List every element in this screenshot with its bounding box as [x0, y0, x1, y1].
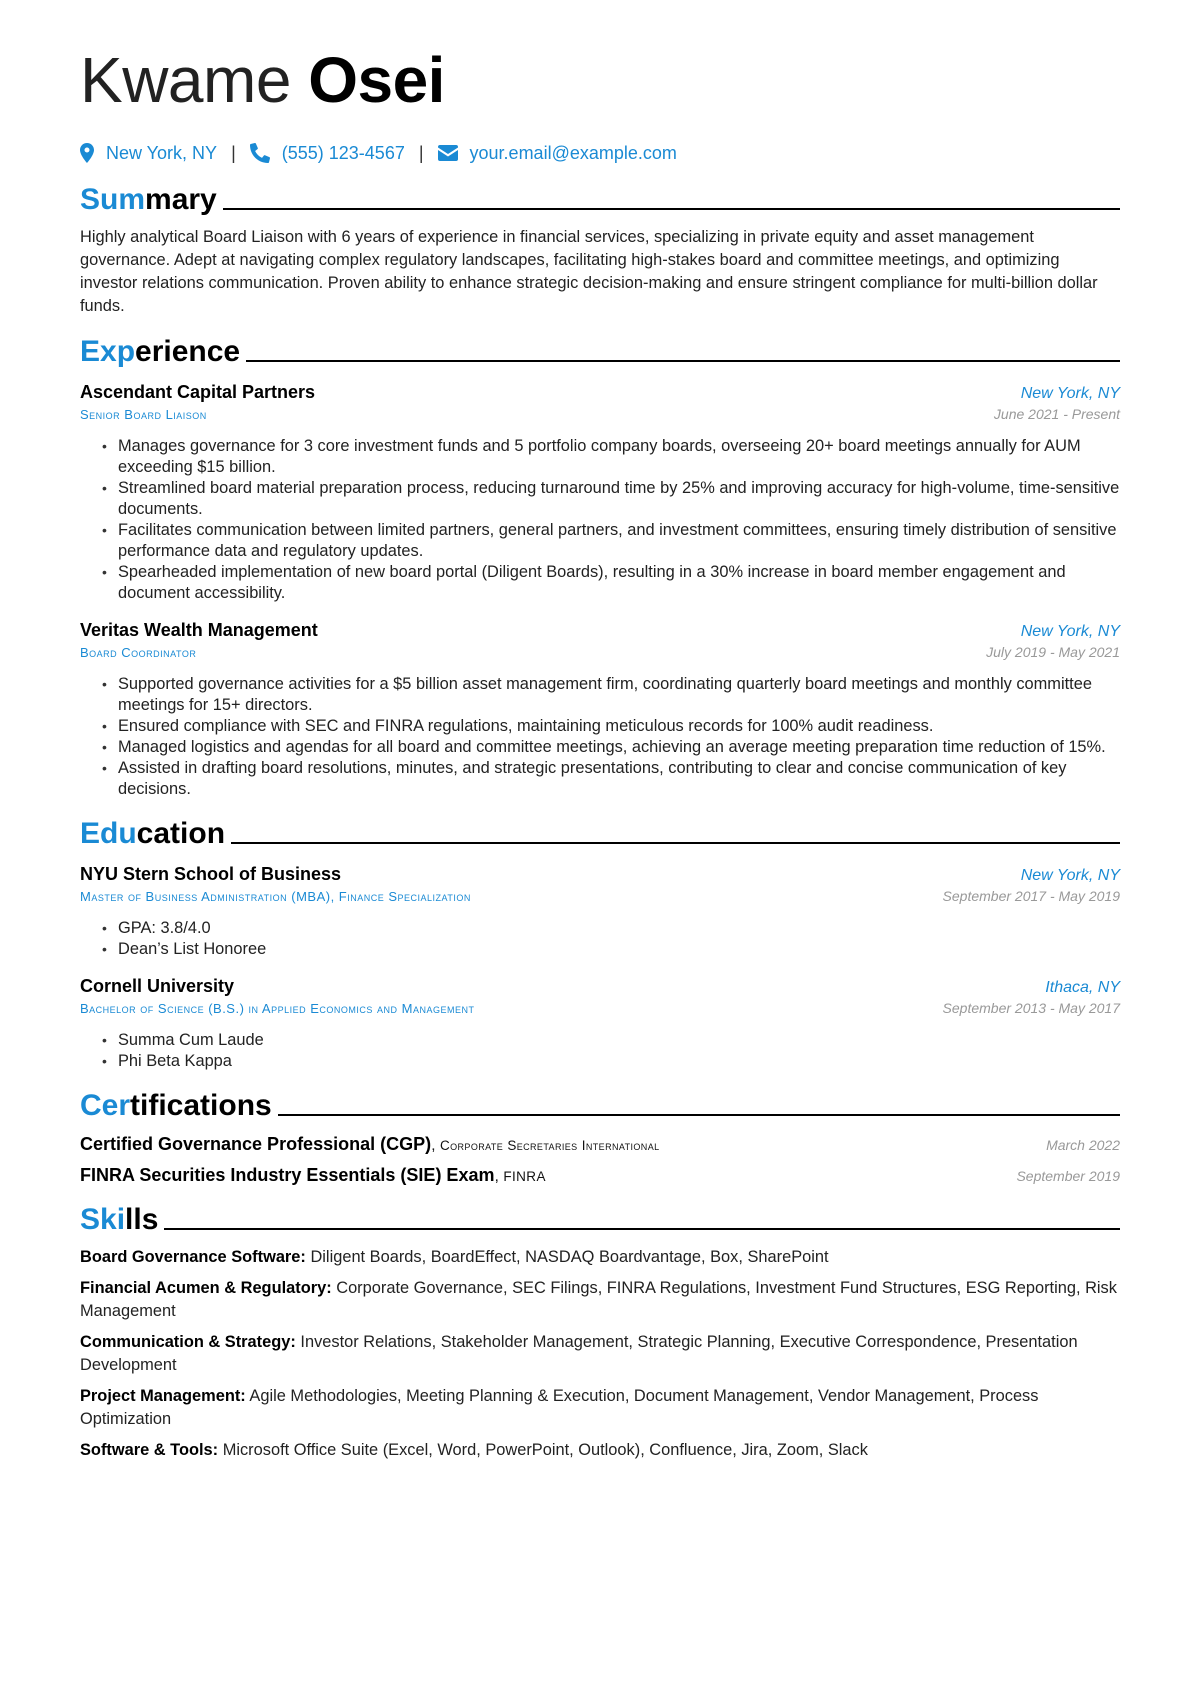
entry-dates: July 2019 - May 2021: [986, 644, 1120, 660]
entry-location: Ithaca, NY: [1045, 979, 1120, 996]
section-rule: [246, 360, 1120, 362]
certification-item: FINRA Securities Industry Essentials (SIE) Exam, FINRA September 2019: [80, 1165, 1120, 1185]
section-rule: [278, 1114, 1120, 1116]
contact-bar: [80, 140, 1120, 166]
section-title: Certifications: [80, 1089, 272, 1122]
contact-location: [80, 143, 217, 164]
skill-category: Board Governance Software:: [80, 1248, 306, 1266]
degree: Bachelor of Science (B.S.) in Applied Economics and Management: [80, 1001, 475, 1016]
bullet-item: • Supported governance activities for a $5 billion asset management firm, coordinating quarterly board meetings and monthly committee meetings for 15+ directors.: [102, 674, 1120, 716]
skill-line: [80, 1277, 1120, 1323]
skill-line: [80, 1331, 1120, 1377]
first-name: Kwame: [80, 44, 291, 116]
skill-values: Diligent Boards, BoardEffect, NASDAQ Boardvantage, Box, SharePoint: [310, 1248, 829, 1266]
entry-location: New York, NY: [1020, 623, 1120, 640]
candidate-name: [80, 44, 1120, 116]
skill-line: [80, 1385, 1120, 1431]
job-title: Board Coordinator: [80, 645, 197, 660]
contact-phone[interactable]: [250, 143, 405, 164]
certification-issuer: Corporate Secretaries International: [439, 1138, 660, 1153]
education-entry: [80, 974, 1120, 1072]
employer-name: Veritas Wealth Management: [80, 620, 318, 640]
bullet-item: • Dean’s List Honoree: [102, 939, 1120, 960]
entry-dates: September 2017 - May 2019: [942, 888, 1120, 904]
certification-issuer: FINRA: [503, 1169, 546, 1184]
entry-dates: September 2013 - May 2017: [942, 1000, 1120, 1016]
education-entry: [80, 862, 1120, 960]
skill-category: Communication & Strategy:: [80, 1333, 296, 1351]
bullet-item: • Spearheaded implementation of new board portal (Diligent Boards), resulting in a 30% increase in board member engagement and document accessibility.: [102, 562, 1120, 604]
resume-page: [80, 44, 1120, 1462]
last-name: Osei: [308, 44, 445, 116]
school-name: NYU Stern School of Business: [80, 864, 342, 884]
skill-values: Corporate Governance, SEC Filings, FINRA Regulations, Investment Fund Structures, ESG Reporting, Risk Management: [80, 1279, 1117, 1320]
entry-dates: June 2021 - Present: [993, 406, 1120, 422]
skill-values: Investor Relations, Stakeholder Management, Strategic Planning, Executive Correspondence, Presentation Development: [80, 1333, 1078, 1374]
experience-entry: [80, 380, 1120, 604]
skill-line: [80, 1246, 1120, 1269]
bullet-item: • Streamlined board material preparation process, reducing turnaround time by 25% and improving accuracy for high-volume, time-sensitive documents.: [102, 478, 1120, 520]
section-rule: [164, 1228, 1120, 1230]
email-link[interactable]: your.email@example.com: [469, 142, 677, 163]
certification-name: Certified Governance Professional (CGP): [80, 1134, 432, 1154]
bullet-list: [102, 674, 1120, 800]
certification-date: March 2022: [1046, 1137, 1120, 1153]
experience-entry: [80, 618, 1120, 800]
skill-line: [80, 1439, 1120, 1462]
map-pin-icon: [80, 143, 94, 163]
degree: Master of Business Administration (MBA), Finance Specialization: [80, 889, 471, 904]
school-name: Cornell University: [80, 976, 235, 996]
education-heading: [80, 812, 1120, 852]
bullet-item: • Assisted in drafting board resolutions, minutes, and strategic presentations, contributing to clear and concise communication of key decisions.: [102, 758, 1120, 800]
certification-date: September 2019: [1016, 1168, 1120, 1184]
location-text: New York, NY: [106, 142, 218, 163]
bullet-list: [102, 436, 1120, 604]
section-rule: [231, 842, 1120, 844]
contact-separator: |: [231, 142, 236, 163]
phone-icon: [250, 143, 270, 163]
bullet-item: • GPA: 3.8/4.0: [102, 918, 1120, 939]
section-title: Summary: [80, 183, 217, 216]
employer-name: Ascendant Capital Partners: [80, 382, 316, 402]
entry-location: New York, NY: [1020, 385, 1120, 402]
section-title: Experience: [80, 335, 241, 368]
section-title: Education: [80, 817, 226, 850]
bullet-item: • Summa Cum Laude: [102, 1030, 1120, 1051]
skill-values: Microsoft Office Suite (Excel, Word, PowerPoint, Outlook), Confluence, Jira, Zoom, Slack: [222, 1441, 868, 1459]
section-rule: [223, 208, 1120, 210]
bullet-item: • Ensured compliance with SEC and FINRA regulations, maintaining meticulous records for 100% audit readiness.: [102, 716, 1120, 737]
contact-email[interactable]: [438, 143, 677, 164]
bullet-item: • Manages governance for 3 core investment funds and 5 portfolio company boards, overseeing 20+ board meetings annually for AUM exceeding $15 billion.: [102, 436, 1120, 478]
summary-heading: [80, 178, 1120, 218]
bullet-item: • Managed logistics and agendas for all board and committee meetings, achieving an average meeting preparation time reduction of 15%.: [102, 737, 1120, 758]
bullet-list: [102, 1030, 1120, 1072]
job-title: Senior Board Liaison: [80, 407, 207, 422]
skill-category: Financial Acumen & Regulatory:: [80, 1279, 332, 1297]
envelope-icon: [438, 145, 458, 161]
skills-heading: [80, 1198, 1120, 1238]
skill-category: Software & Tools:: [80, 1441, 219, 1459]
bullet-list: [102, 918, 1120, 960]
summary-text: Highly analytical Board Liaison with 6 years of experience in financial services, specializing in private equity and asset management governance. Adept at navigating complex regulatory landscapes, facilitating high-stakes board and committee meetings, and optimizing investor relations communication. Proven ability to enhance strategic decision-making and ensure stringent compliance for multi-billion dollar funds.: [80, 228, 1098, 315]
bullet-item: • Phi Beta Kappa: [102, 1051, 1120, 1072]
entry-location: New York, NY: [1020, 867, 1120, 884]
certification-name: FINRA Securities Industry Essentials (SIE) Exam: [80, 1165, 495, 1185]
contact-separator: |: [418, 142, 424, 163]
section-title: Skills: [80, 1203, 159, 1236]
experience-heading: [80, 330, 1120, 370]
certifications-heading: [80, 1084, 1120, 1124]
skill-values: Agile Methodologies, Meeting Planning & Execution, Document Management, Vendor Management, Process Optimization: [80, 1387, 1039, 1428]
phone-text: (555) 123-4567: [281, 142, 405, 163]
bullet-item: • Facilitates communication between limited partners, general partners, and investment committees, ensuring timely distribution of sensitive performance data and regulatory updates.: [102, 520, 1120, 562]
certification-item: Certified Governance Professional (CGP), Corporate Secretaries International March 2022: [80, 1134, 1120, 1154]
skill-category: Project Management:: [80, 1387, 246, 1405]
